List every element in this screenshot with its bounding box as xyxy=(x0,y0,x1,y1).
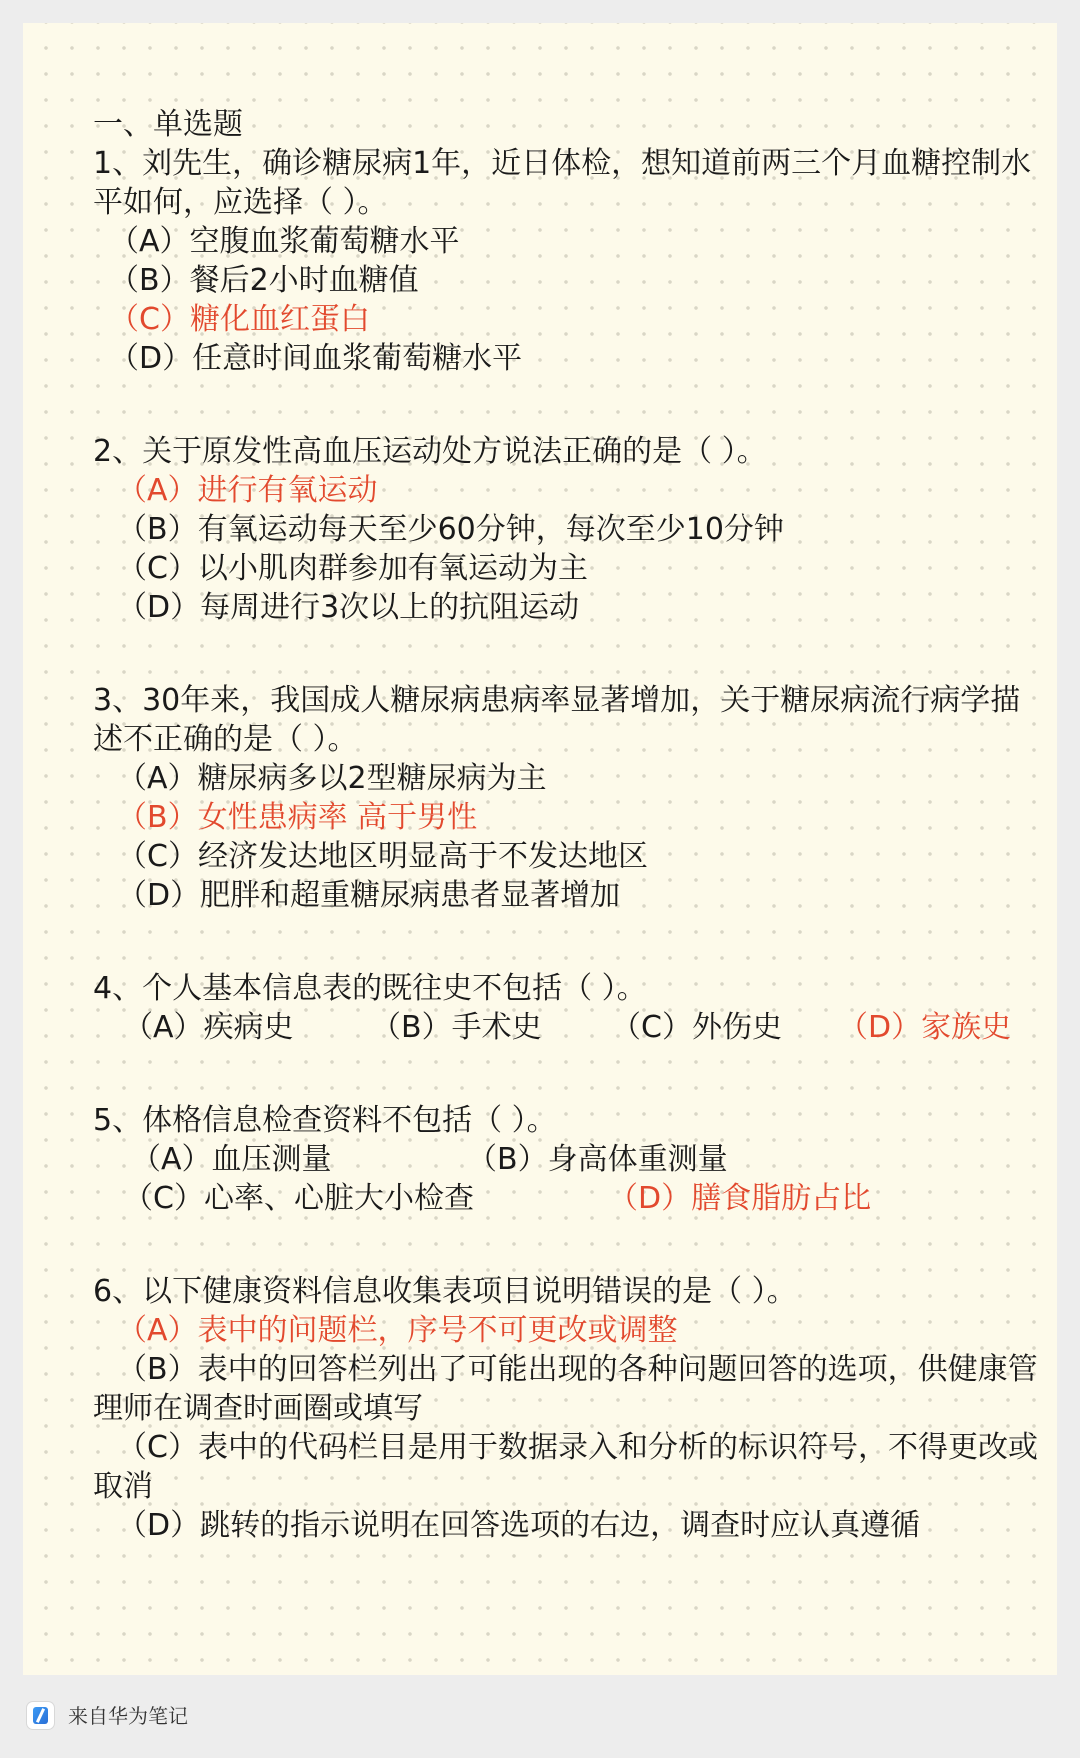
question-6-option-d: （D）跳转的指示说明在回答选项的右边，调查时应认真遵循 xyxy=(117,1508,921,1543)
question-4-option-b: （B）手术史 xyxy=(371,1010,542,1045)
question-5-option-c: （C）心率、心脏大小检查 xyxy=(123,1181,474,1216)
huawei-notes-icon xyxy=(27,1702,54,1729)
section-title: 一、单选题 xyxy=(93,107,243,142)
question-3-stem: 3、30年来，我国成人糖尿病患病率显著增加，关于糖尿病流行病学描述不正确的是（ ）。 xyxy=(93,683,1021,757)
question-4-option-a: （A）疾病史 xyxy=(123,1010,294,1045)
question-3-option-d: （D）肥胖和超重糖尿病患者显著增加 xyxy=(117,878,621,913)
question-3-option-b-text: （B）女性患病率 高于男性 xyxy=(117,800,478,835)
footer xyxy=(0,1675,1080,1758)
question-1-option-a: （A）空腹血浆葡萄糖水平 xyxy=(109,224,460,259)
question-4-option-c: （C）外伤史 xyxy=(611,1010,782,1045)
source-label: 来自华为笔记 xyxy=(68,1704,188,1728)
question-2-option-b: （B）有氧运动每天至少60分钟，每次至少10分钟 xyxy=(117,512,784,547)
question-6-option-c: （C）表中的代码栏目是用于数据录入和分析的标识符号，不得更改或取消 xyxy=(93,1430,1038,1504)
question-1-option-b: （B）餐后2小时血糖值 xyxy=(109,263,419,298)
question-4-stem: 4、个人基本信息表的既往史不包括（ ）。 xyxy=(93,971,647,1006)
question-1-option-d: （D）任意时间血浆葡萄糖水平 xyxy=(109,341,523,376)
question-3-option-b xyxy=(93,798,1043,837)
question-6-stem: 6、以下健康资料信息收集表项目说明错误的是（ ）。 xyxy=(93,1274,797,1309)
question-2-option-d: （D）每周进行3次以上的抗阻运动 xyxy=(117,590,580,625)
question-5-option-d: （D）膳食脂肪占比 xyxy=(608,1181,872,1216)
question-5-option-b: （B）身高体重测量 xyxy=(467,1142,728,1177)
question-4-option-d: （D）家族史 xyxy=(838,1010,1012,1045)
question-6-option-a: （A）表中的问题栏，序号不可更改或调整 xyxy=(117,1313,678,1348)
question-6-option-b: （B）表中的回答栏列出了可能出现的各种问题回答的选项，供健康管理师在调查时画圈或填写 xyxy=(93,1352,1038,1426)
question-5-options-row-1 xyxy=(93,1140,1043,1179)
question-5-option-a: （A）血压测量 xyxy=(131,1142,332,1177)
question-3-option-a: （A）糖尿病多以2型糖尿病为主 xyxy=(117,761,547,796)
question-1-option-c: （C）糖化血红蛋白 xyxy=(109,302,370,337)
question-5-stem: 5、体格信息检查资料不包括（ ）。 xyxy=(93,1103,557,1138)
question-4-options xyxy=(93,1008,1043,1047)
question-2-option-c: （C）以小肌肉群参加有氧运动为主 xyxy=(117,551,588,586)
question-1-stem: 1、刘先生，确诊糖尿病1年，近日体检，想知道前两三个月血糖控制水平如何，应选择（ ）。 xyxy=(93,146,1032,220)
question-5-options-row-2 xyxy=(93,1179,1043,1218)
question-2-option-a: （A）进行有氧运动 xyxy=(117,473,378,508)
question-2-stem: 2、关于原发性高血压运动处方说法正确的是（ ）。 xyxy=(93,434,767,469)
note-page xyxy=(23,23,1057,1675)
note-content xyxy=(93,105,1043,1545)
question-3-option-c: （C）经济发达地区明显高于不发达地区 xyxy=(117,839,648,874)
